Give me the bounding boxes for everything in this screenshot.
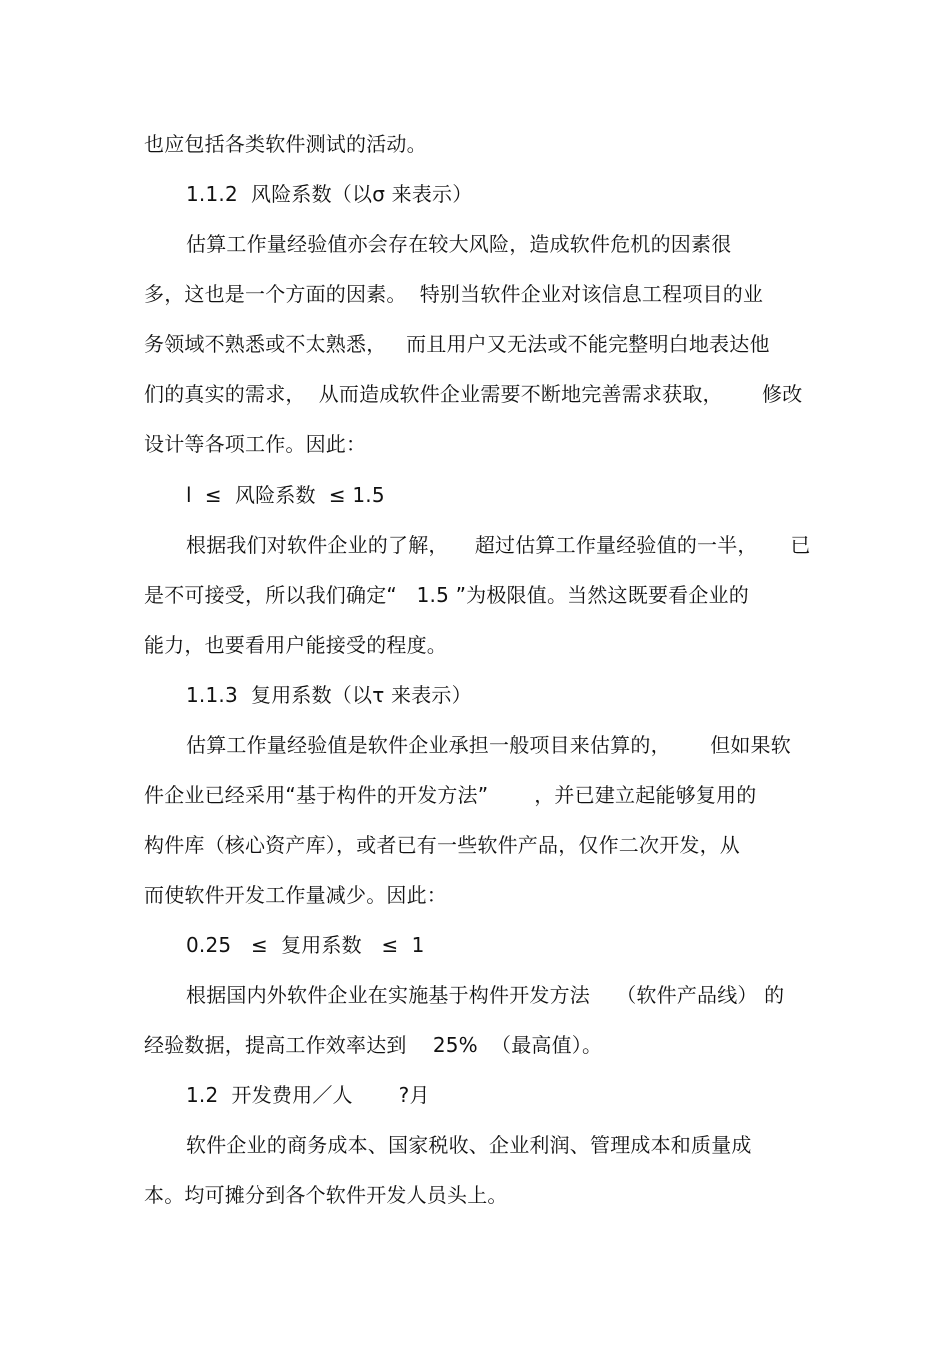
section-heading-1-1-3: 1.1.3 复用系数（以τ 来表示） [186, 683, 472, 707]
text-line-15: 构件库（核心资产库），或者已有一些软件产品，仅作二次开发，从 [144, 833, 740, 857]
text-line-3: 估算工作量经验值亦会存在较大风险，造成软件危机的因素很 [186, 232, 732, 256]
text-line-10: 是不可接受，所以我们确定“ 1.5 ”为极限值。当然这既要看企业的 [144, 583, 749, 607]
text-line-16: 而使软件开发工作量减少。因此： [144, 883, 447, 907]
text-line-21: 软件企业的商务成本、国家税收、企业利润、管理成本和质量成 [186, 1133, 752, 1157]
text-line-13: 估算工作量经验值是软件企业承担一般项目来估算的， 但如果软 [186, 733, 791, 757]
text-line-11: 能力，也要看用户能接受的程度。 [144, 633, 447, 657]
text-line-1: 也应包括各类软件测试的活动。 [144, 132, 427, 156]
text-line-7: 设计等各项工作。因此： [144, 432, 367, 456]
text-line-22: 本。均可摊分到各个软件开发人员头上。 [144, 1183, 508, 1207]
section-heading-1-2: 1.2 开发费用／人 ?月 [186, 1083, 430, 1107]
text-line-18: 根据国内外软件企业在实施基于构件开发方法 （软件产品线） 的 [186, 983, 785, 1007]
formula-risk-coefficient: l ≤ 风险系数 ≤ 1.5 [186, 483, 385, 507]
formula-reuse-coefficient: 0.25 ≤ 复用系数 ≤ 1 [186, 933, 425, 957]
section-heading-1-1-2: 1.1.2 风险系数（以σ 来表示） [186, 182, 473, 206]
text-line-5: 务领域不熟悉或不太熟悉， 而且用户又无法或不能完整明白地表达他 [144, 332, 770, 356]
text-line-4: 多，这也是一个方面的因素。 特别当软件企业对该信息工程项目的业 [144, 282, 764, 306]
text-line-19: 经验数据，提高工作效率达到 25% （最高值）。 [144, 1033, 603, 1057]
text-line-9: 根据我们对软件企业的了解， 超过估算工作量经验值的一半， 已 [186, 533, 811, 557]
text-line-14: 件企业已经采用“基于构件的开发方法” ，并已建立起能够复用的 [144, 783, 757, 807]
text-line-6: 们的真实的需求， 从而造成软件企业需要不断地完善需求获取， 修改 [144, 382, 803, 406]
